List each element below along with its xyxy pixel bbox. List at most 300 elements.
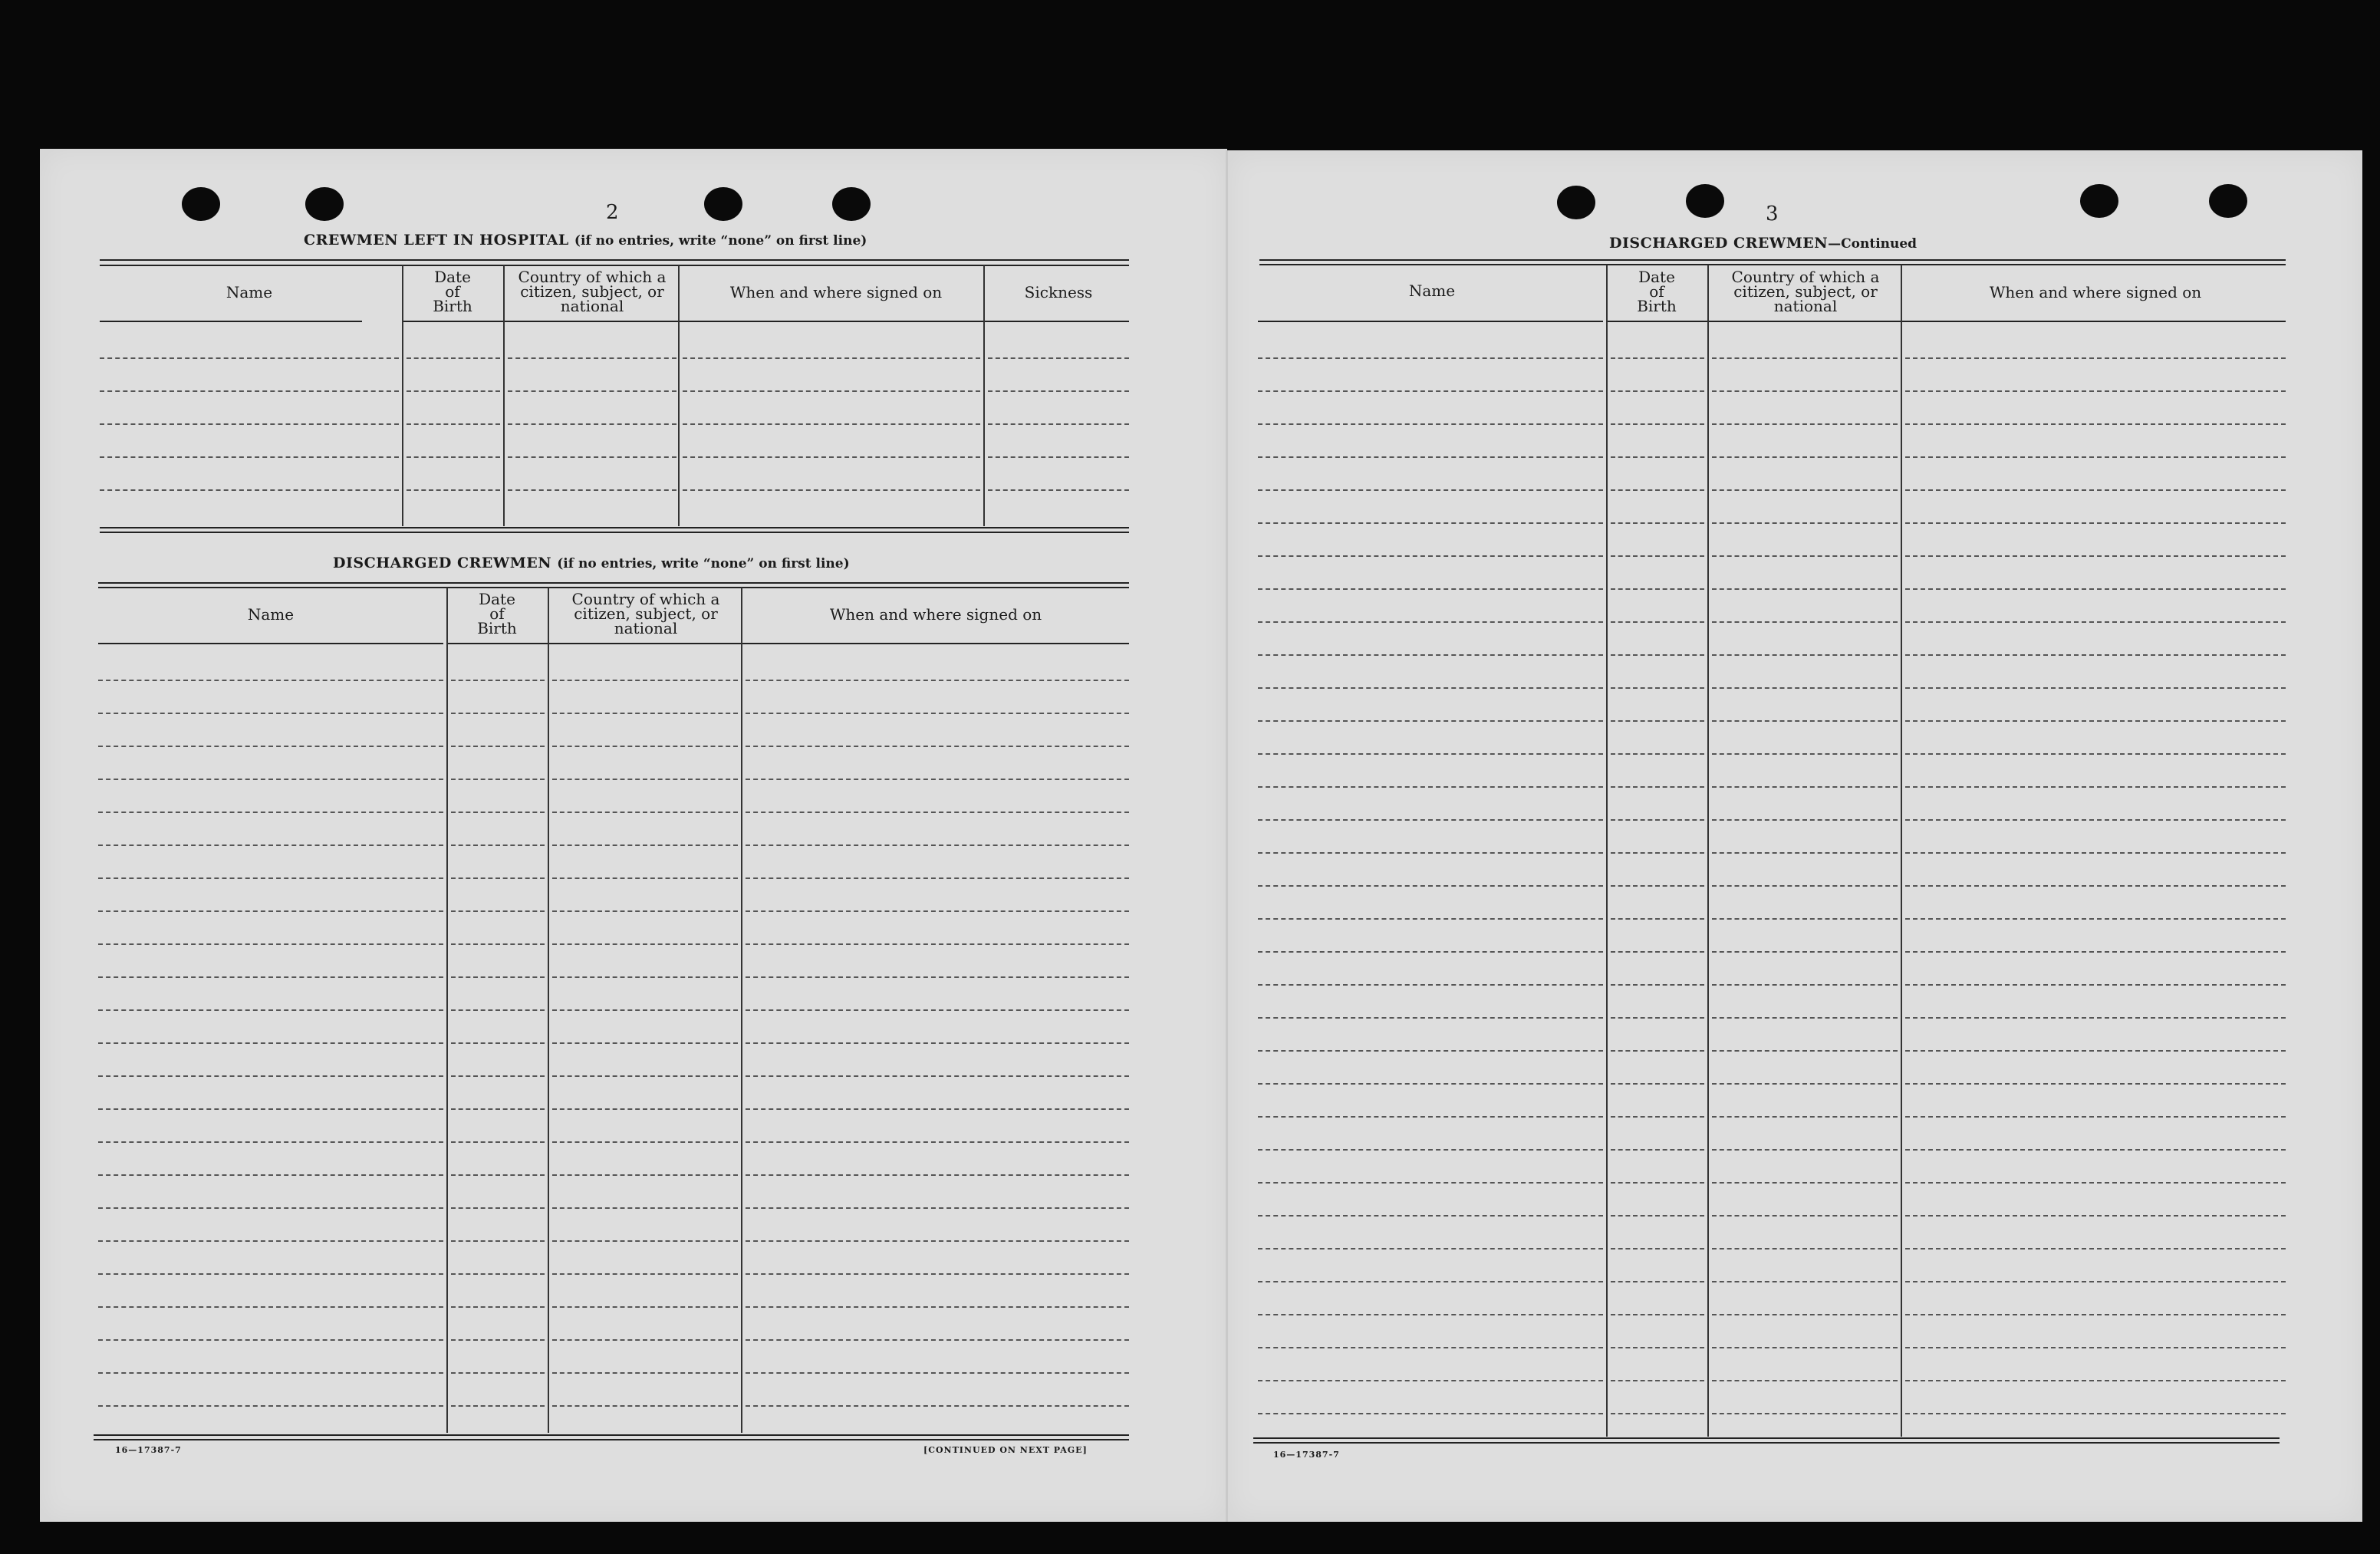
entry-line [1712,1083,1898,1085]
entry-line [1712,1116,1898,1118]
column-divider [503,265,505,526]
table-rule [100,265,1129,266]
entry-line [1258,918,1603,920]
entry-line [1611,687,1704,689]
entry-line [746,976,1129,978]
continued-section-title [1609,235,1917,252]
entry-line [1712,357,1898,359]
entry-line [1258,1347,1603,1348]
entry-line [407,423,500,425]
column-header-date-of-birth: Date of Birth [477,590,517,637]
entry-line [1712,423,1898,425]
punch-hole-icon [704,187,742,221]
entry-line [1905,1314,2286,1315]
table-rule [100,527,1129,528]
entry-line [451,1108,545,1110]
entry-line [1258,852,1603,854]
entry-line [552,746,738,747]
entry-line [1258,522,1603,524]
entry-line [552,910,738,912]
entry-line [552,1405,738,1407]
entry-line [1712,456,1898,458]
entry-line [98,1405,443,1407]
entry-line [746,779,1129,780]
entry-line [1905,1380,2286,1381]
discharged-title-note: (if no entries, write “none” on first line) [557,556,850,571]
entry-line [1611,1116,1704,1118]
entry-line [508,357,676,359]
entry-line [1611,1248,1704,1249]
entry-line [451,1207,545,1209]
entry-line [683,357,980,359]
entry-line [1712,687,1898,689]
table-rule [1253,1437,2280,1439]
header-underline [402,321,1129,322]
entry-line [451,1273,545,1275]
entry-line [451,812,545,813]
entry-line [1905,720,2286,722]
entry-line [1611,588,1704,590]
entry-line [1905,1281,2286,1282]
punch-hole-icon [1557,186,1595,219]
entry-line [98,1108,443,1110]
header-underline [1258,321,1603,322]
entry-line [1611,1413,1704,1414]
entry-line [1712,1281,1898,1282]
table-rule [94,1434,1129,1436]
entry-line [1611,984,1704,986]
entry-line [1611,1281,1704,1282]
entry-line [1258,1050,1603,1052]
entry-line [451,1075,545,1077]
entry-line [98,1174,443,1176]
entry-line [1905,390,2286,392]
entry-line [100,489,399,491]
column-divider [983,265,985,526]
entry-line [746,910,1129,912]
entry-line [1905,1215,2286,1217]
entry-line [98,910,443,912]
punch-hole-icon [2080,184,2118,218]
entry-line [1611,390,1704,392]
entry-line [98,1273,443,1275]
column-divider [402,265,403,526]
entry-line [1712,489,1898,491]
table-rule [1259,264,2286,265]
entry-line [1905,1116,2286,1118]
hospital-title-note: (if no entries, write “none” on first line) [574,233,867,249]
column-header-name: Name [247,605,295,624]
entry-line [552,812,738,813]
entry-line [451,746,545,747]
entry-line [1905,522,2286,524]
entry-line [1712,555,1898,557]
entry-line [1905,1347,2286,1348]
entry-line [1258,951,1603,953]
entry-line [98,1372,443,1374]
column-header-name: Name [1408,281,1456,300]
discharged-section-title [333,555,850,571]
hospital-section-title [304,232,867,249]
entry-line [746,943,1129,945]
entry-line [1611,852,1704,854]
entry-line [552,1207,738,1209]
entry-line [552,1141,738,1143]
entry-line [1258,489,1603,491]
entry-line [1258,456,1603,458]
entry-line [1905,423,2286,425]
entry-line [1712,1182,1898,1184]
entry-line [1258,819,1603,821]
continued-title-text: DISCHARGED CREWMEN [1609,235,1829,252]
entry-line [98,943,443,945]
entry-line [1611,753,1704,755]
entry-line [746,1273,1129,1275]
entry-line [1712,1314,1898,1315]
entry-line [552,1108,738,1110]
entry-line [1258,720,1603,722]
column-header-country: Country of which a citizen, subject, or national [571,590,720,637]
entry-line [451,1174,545,1176]
entry-line [1905,1017,2286,1019]
entry-line [407,489,500,491]
page-number: 3 [1766,202,1779,226]
entry-line [1258,1182,1603,1184]
entry-line [746,1174,1129,1176]
table-rule [100,259,1129,261]
entry-line [1905,852,2286,854]
entry-line [746,713,1129,714]
entry-line [552,1273,738,1275]
entry-line [1905,1149,2286,1151]
entry-line [1712,588,1898,590]
entry-line [1712,390,1898,392]
entry-line [1611,1149,1704,1151]
column-header-signed-on: When and where signed on [829,605,1042,624]
entry-line [1611,951,1704,953]
entry-line [1712,1017,1898,1019]
entry-line [1611,489,1704,491]
entry-line [98,1075,443,1077]
punch-hole-icon [2209,184,2247,218]
entry-line [746,1009,1129,1011]
column-divider [741,588,742,1433]
entry-line [1905,819,2286,821]
entry-line [1258,984,1603,986]
entry-line [451,1306,545,1308]
page-number: 2 [606,201,619,224]
entry-line [1712,654,1898,656]
entry-line [552,1075,738,1077]
entry-line [1258,555,1603,557]
entry-line [1905,786,2286,788]
entry-line [746,844,1129,846]
page-fold [1226,150,1228,1522]
entry-line [1611,1017,1704,1019]
entry-line [1258,1248,1603,1249]
entry-line [1905,984,2286,986]
entry-line [508,489,676,491]
entry-line [1712,522,1898,524]
entry-line [98,713,443,714]
entry-line [451,910,545,912]
entry-line [1905,1413,2286,1414]
entry-line [451,1009,545,1011]
entry-line [1611,918,1704,920]
left-page [40,149,1227,1522]
entry-line [683,489,980,491]
entry-line [552,976,738,978]
entry-line [1712,621,1898,623]
entry-line [552,1240,738,1242]
column-divider [1901,265,1902,1437]
hospital-title-text: CREWMEN LEFT IN HOSPITAL [304,232,569,249]
punch-hole-icon [182,187,220,221]
entry-line [683,390,980,392]
entry-line [1258,654,1603,656]
entry-line [98,1240,443,1242]
entry-line [1611,720,1704,722]
entry-line [100,357,399,359]
entry-line [1611,1314,1704,1315]
column-divider [548,588,549,1433]
entry-line [451,877,545,879]
entry-line [1258,621,1603,623]
entry-line [1258,1281,1603,1282]
entry-line [1611,423,1704,425]
entry-line [746,1108,1129,1110]
entry-line [1712,786,1898,788]
entry-line [1905,555,2286,557]
entry-line [1611,1050,1704,1052]
entry-line [1905,753,2286,755]
entry-line [1712,1347,1898,1348]
entry-line [746,746,1129,747]
entry-line [1905,588,2286,590]
entry-line [98,746,443,747]
entry-line [98,1009,443,1011]
column-divider [446,588,448,1433]
entry-line [1258,687,1603,689]
entry-line [1712,1248,1898,1249]
entry-line [683,423,980,425]
column-header-name: Name [225,283,273,301]
entry-line [508,423,676,425]
punch-hole-icon [1686,184,1724,218]
entry-line [1258,786,1603,788]
entry-line [1712,720,1898,722]
entry-line [988,489,1129,491]
entry-line [1905,654,2286,656]
entry-line [1905,1248,2286,1249]
entry-line [451,1372,545,1374]
entry-line [1258,885,1603,887]
entry-line [1258,1149,1603,1151]
table-rule [98,587,1129,588]
entry-line [100,456,399,458]
entry-line [98,779,443,780]
entry-line [98,680,443,681]
entry-line [1258,1380,1603,1381]
entry-line [451,779,545,780]
entry-line [1712,984,1898,986]
entry-line [746,1075,1129,1077]
column-divider [1707,265,1709,1437]
entry-line [1611,654,1704,656]
entry-line [552,877,738,879]
entry-line [746,812,1129,813]
entry-line [746,1207,1129,1209]
entry-line [552,1339,738,1341]
entry-line [1611,522,1704,524]
entry-line [508,456,676,458]
form-number: 16—17387‑7 [115,1445,182,1455]
entry-line [1258,357,1603,359]
entry-line [1712,1149,1898,1151]
continued-title-suffix: —Continued [1828,236,1917,252]
entry-line [1905,1182,2286,1184]
entry-line [1611,1347,1704,1348]
entry-line [451,713,545,714]
entry-line [1611,456,1704,458]
header-underline [100,321,362,322]
entry-line [1258,588,1603,590]
entry-line [1258,1017,1603,1019]
entry-line [1611,1182,1704,1184]
entry-line [746,1240,1129,1242]
entry-line [407,390,500,392]
entry-line [1712,819,1898,821]
entry-line [98,1042,443,1044]
entry-line [683,456,980,458]
entry-line [407,357,500,359]
entry-line [451,680,545,681]
entry-line [1905,951,2286,953]
entry-line [1905,489,2286,491]
entry-line [1258,423,1603,425]
entry-line [746,1372,1129,1374]
entry-line [1905,687,2286,689]
column-header-country: Country of which a citizen, subject, or national [1731,268,1880,315]
entry-line [988,357,1129,359]
entry-line [1258,1314,1603,1315]
column-divider [678,265,680,526]
entry-line [746,1141,1129,1143]
entry-line [1712,753,1898,755]
entry-line [98,812,443,813]
entry-line [451,1042,545,1044]
entry-line [98,1207,443,1209]
entry-line [407,456,500,458]
discharged-title-text: DISCHARGED CREWMEN [333,555,552,571]
entry-line [1611,1083,1704,1085]
entry-line [451,1339,545,1341]
entry-line [100,423,399,425]
entry-line [1712,852,1898,854]
entry-line [451,943,545,945]
entry-line [1712,1413,1898,1414]
entry-line [552,844,738,846]
entry-line [1258,1083,1603,1085]
entry-line [746,1042,1129,1044]
entry-line [988,423,1129,425]
entry-line [1611,786,1704,788]
entry-line [1258,390,1603,392]
column-header-sickness: Sickness [1024,283,1093,301]
entry-line [552,779,738,780]
entry-line [1905,621,2286,623]
entry-line [552,943,738,945]
punch-hole-icon [305,187,344,221]
table-rule [94,1439,1129,1440]
entry-line [98,877,443,879]
entry-line [451,1141,545,1143]
entry-line [988,456,1129,458]
column-header-date-of-birth: Date of Birth [1637,268,1677,315]
entry-line [1611,819,1704,821]
right-page [1227,150,2362,1522]
entry-line [451,976,545,978]
entry-line [1905,918,2286,920]
entry-line [1611,621,1704,623]
entry-line [1712,951,1898,953]
column-header-signed-on: When and where signed on [1989,283,2202,301]
form-number: 16—17387‑7 [1273,1450,1340,1460]
entry-line [1905,456,2286,458]
entry-line [1712,1380,1898,1381]
entry-line [508,390,676,392]
entry-line [1905,885,2286,887]
entry-line [451,1405,545,1407]
table-rule [100,532,1129,533]
continued-note: [CONTINUED ON NEXT PAGE] [923,1445,1088,1455]
entry-line [1611,885,1704,887]
entry-line [98,844,443,846]
entry-line [552,1306,738,1308]
entry-line [552,1009,738,1011]
table-rule [1259,259,2286,261]
entry-line [100,390,399,392]
entry-line [552,713,738,714]
entry-line [1258,1413,1603,1414]
column-header-date-of-birth: Date of Birth [433,268,472,315]
entry-line [98,1306,443,1308]
entry-line [1905,357,2286,359]
entry-line [746,1306,1129,1308]
entry-line [1611,555,1704,557]
entry-line [1905,1050,2286,1052]
column-divider [1606,265,1608,1437]
entry-line [988,390,1129,392]
entry-line [552,1042,738,1044]
entry-line [98,976,443,978]
header-underline [98,643,443,644]
entry-line [1611,1215,1704,1217]
entry-line [552,1174,738,1176]
table-rule [1253,1442,2280,1444]
entry-line [1712,1215,1898,1217]
entry-line [1712,885,1898,887]
entry-line [1611,1380,1704,1381]
entry-line [552,680,738,681]
entry-line [1712,918,1898,920]
entry-line [98,1141,443,1143]
entry-line [1712,1050,1898,1052]
entry-line [1258,1116,1603,1118]
entry-line [1905,1083,2286,1085]
punch-hole-icon [832,187,871,221]
entry-line [746,877,1129,879]
